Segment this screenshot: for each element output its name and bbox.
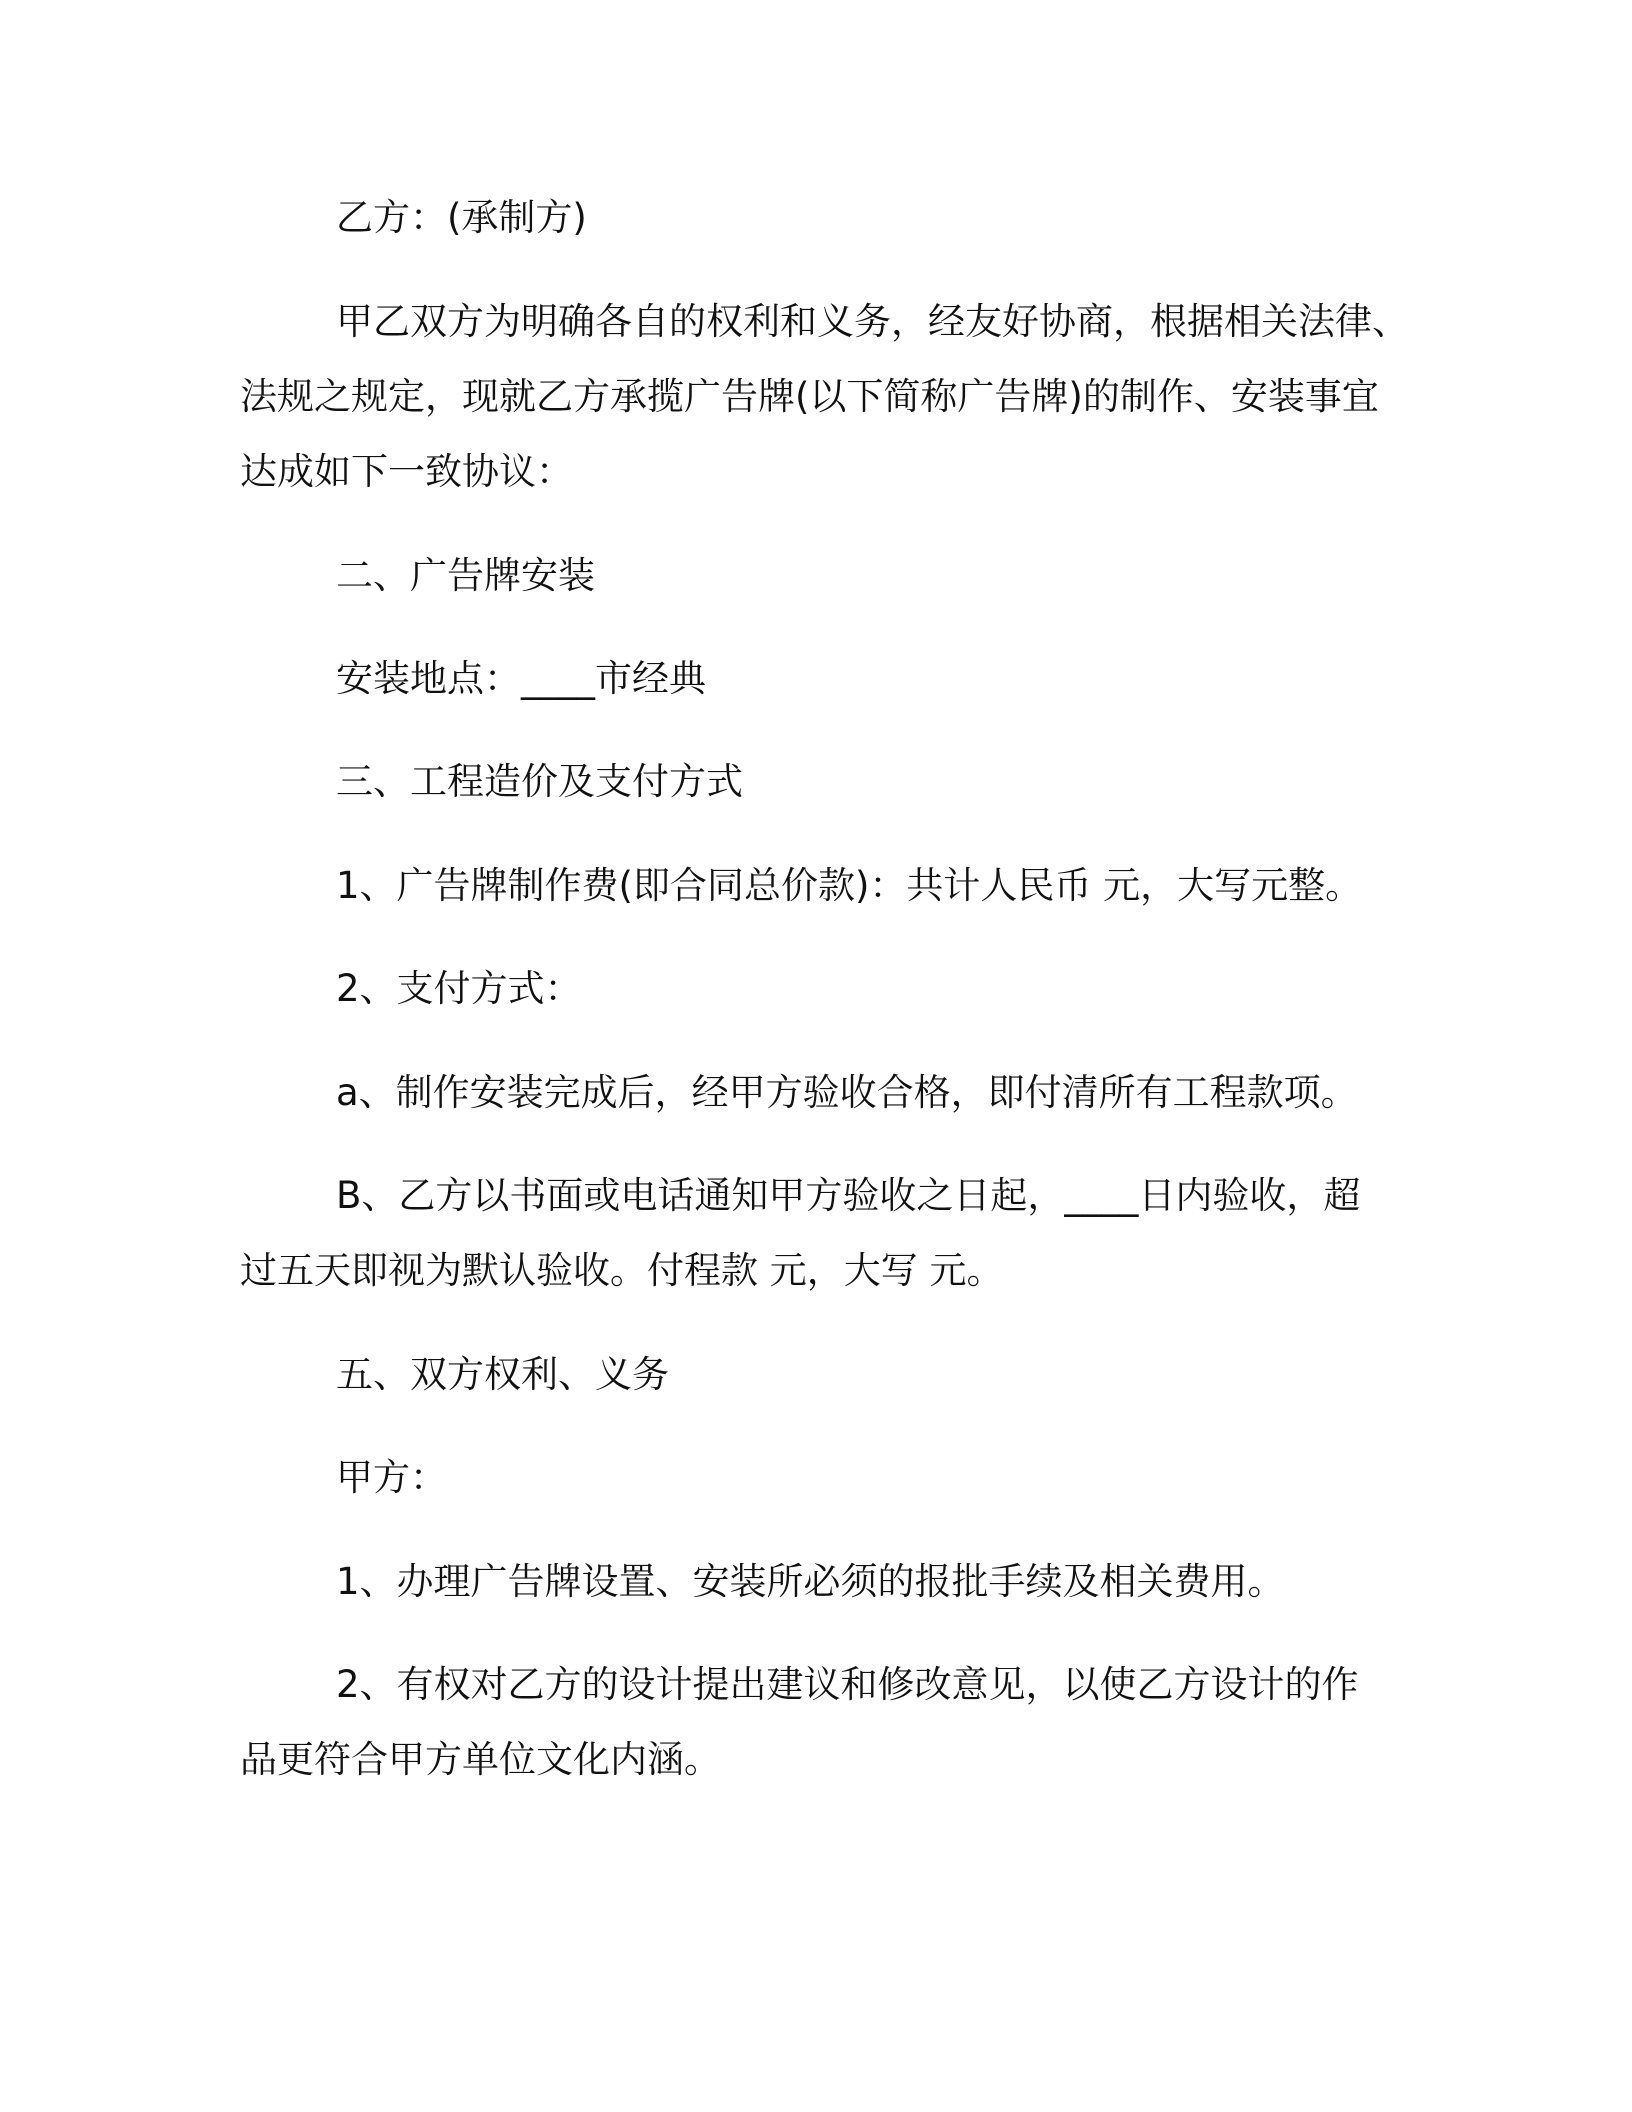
item-a-completion — [240, 1055, 1420, 1130]
text-line: 达成如下一致协议： — [240, 450, 573, 493]
text-line: 2、支付方式： — [336, 967, 582, 1010]
text-line: 过五天即视为默认验收。付程款 元，大写 元。 — [240, 1249, 1004, 1292]
text-line: 二、广告牌安装 — [336, 554, 595, 597]
text-line: 1、广告牌制作费(即合同总价款)：共计人民币 元，大写元整。 — [336, 864, 1363, 907]
party-b-line — [240, 180, 1420, 255]
item-production-fee — [240, 848, 1420, 923]
item-payment-method — [240, 951, 1420, 1026]
installation-location — [240, 641, 1420, 716]
text-line: 2、有权对乙方的设计提出建议和修改意见，以使乙方设计的作 — [336, 1663, 1359, 1706]
intro-paragraph — [240, 284, 1420, 509]
party-a-label — [240, 1440, 1420, 1515]
text-line: 1、办理广告牌设置、安装所必须的报批手续及相关费用。 — [336, 1560, 1285, 1603]
party-a-item-2 — [240, 1647, 1420, 1797]
section-heading-installation — [240, 538, 1420, 613]
text-line: a、制作安装完成后，经甲方验收合格，即付清所有工程款项。 — [336, 1071, 1358, 1114]
party-a-item-1 — [240, 1544, 1420, 1619]
item-b-acceptance — [240, 1158, 1420, 1308]
section-heading-rights-obligations — [240, 1337, 1420, 1412]
text-line: 乙方：(承制方) — [336, 196, 587, 239]
section-heading-cost-payment — [240, 744, 1420, 819]
text-line: 甲方： — [336, 1456, 447, 1499]
text-line: 五、双方权利、义务 — [336, 1353, 669, 1396]
text-line: 三、工程造价及支付方式 — [336, 760, 743, 803]
text-line: 品更符合甲方单位文化内涵。 — [240, 1738, 721, 1781]
text-line: 安装地点：____市经典 — [336, 657, 706, 700]
text-line: 法规之规定，现就乙方承揽广告牌(以下简称广告牌)的制作、安装事宜 — [240, 375, 1379, 418]
text-line: 甲乙双方为明确各自的权利和义务，经友好协商，根据相关法律、 — [336, 300, 1409, 343]
text-line: B、乙方以书面或电话通知甲方验收之日起，____日内验收，超 — [336, 1174, 1361, 1217]
